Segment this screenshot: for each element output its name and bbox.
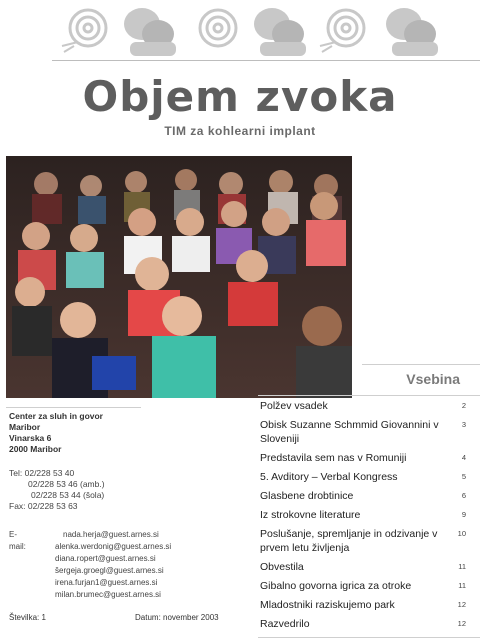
toc-item — [260, 470, 470, 484]
fax-number: 02/228 53 63 — [27, 501, 78, 511]
toc-item-title: 5. Avditory – Verbal Kongress — [260, 471, 398, 483]
toc-item-page: 3 — [461, 420, 466, 429]
tel-number: 02/228 53 44 (šola) — [31, 490, 105, 500]
toc-item-title: Mladostniki raziskujemo park — [260, 599, 395, 611]
toc-item — [260, 508, 470, 522]
tel-label: Tel: — [9, 468, 23, 478]
toc-item-page: 5 — [461, 472, 466, 481]
snail-ear-icon — [62, 10, 106, 52]
toc-item-title: Razvedrilo — [260, 618, 310, 630]
contents-heading: Vsebina — [406, 371, 460, 387]
email-list — [55, 529, 172, 601]
toc-item-title: Obvestila — [260, 561, 304, 573]
group-photo — [6, 156, 352, 398]
toc-item-title: Polžev vsadek — [260, 400, 328, 412]
address-divider — [6, 407, 141, 408]
toc-item-page: 11 — [458, 581, 466, 590]
toc-item-page: 12 — [457, 600, 466, 609]
address-line: Center za sluh in govor — [9, 411, 103, 421]
toc-item-page: 2 — [461, 401, 466, 410]
toc-item-page: 12 — [457, 619, 466, 628]
header-divider — [52, 60, 480, 61]
toc-item — [260, 399, 470, 413]
email-link[interactable]: šergeja.groegl@guest.arnes.si — [55, 566, 164, 575]
toc-item — [260, 418, 470, 446]
footer-divider — [258, 637, 480, 638]
contents-divider — [258, 395, 480, 396]
toc-item-title: Glasbene drobtinice — [260, 490, 354, 502]
header-decoration — [0, 0, 480, 62]
email-label: E-mail: — [9, 530, 26, 551]
toc-item-page: 11 — [458, 562, 466, 571]
email-link[interactable]: alenka.werdonig@guest.arnes.si — [55, 542, 172, 551]
toc-item — [260, 527, 470, 555]
fax-label: Fax: — [9, 501, 26, 511]
email-link[interactable]: milan.brumec@guest.arnes.si — [55, 590, 161, 599]
toc-item-title: Poslušanje, spremljanje in odzivanje v prvem letu življenja — [260, 528, 438, 554]
toc-item — [260, 579, 470, 593]
snail-ear-icon — [320, 10, 364, 52]
phone-block — [9, 468, 105, 512]
issue-date: Datum: november 2003 — [135, 613, 219, 622]
email-link[interactable]: nada.herja@guest.arnes.si — [63, 530, 159, 539]
table-of-contents — [260, 399, 470, 636]
toc-item — [260, 451, 470, 465]
toc-item — [260, 489, 470, 503]
newsletter-title: Objem zvoka — [82, 72, 398, 121]
toc-item-title: Iz strokovne literature — [260, 509, 361, 521]
tel-number: 02/228 53 40 — [24, 468, 75, 478]
toc-item-page: 10 — [457, 529, 466, 538]
toc-item-title: Predstavila sem nas v Romuniji — [260, 452, 407, 464]
toc-item — [260, 560, 470, 574]
address-line: 2000 Maribor — [9, 444, 62, 454]
toc-item-page: 4 — [461, 453, 466, 462]
email-link[interactable]: irena.furjan1@guest.arnes.si — [55, 578, 158, 587]
address-block — [9, 411, 103, 455]
email-link[interactable]: diana.ropert@guest.arnes.si — [55, 554, 156, 563]
children-faces-icon — [386, 8, 438, 56]
toc-item-page: 9 — [461, 510, 466, 519]
snail-ear-icon — [200, 10, 236, 46]
tel-number: 02/228 53 46 (amb.) — [28, 479, 105, 489]
issue-number: Številka: 1 — [9, 613, 46, 622]
contents-divider-top — [362, 364, 480, 365]
toc-item-page: 6 — [461, 491, 466, 500]
children-faces-icon — [124, 8, 176, 56]
toc-item-title: Obisk Suzanne Schmmid Giovannini v Sloveniji — [260, 419, 439, 445]
toc-item — [260, 598, 470, 612]
toc-item — [260, 617, 470, 631]
address-line: Maribor — [9, 422, 41, 432]
children-faces-icon — [254, 8, 306, 56]
newsletter-subtitle: TIM za kohlearni implant — [164, 124, 316, 138]
address-line: Vinarska 6 — [9, 433, 52, 443]
toc-item-title: Gibalno govorna igrica za otroke — [260, 580, 412, 592]
